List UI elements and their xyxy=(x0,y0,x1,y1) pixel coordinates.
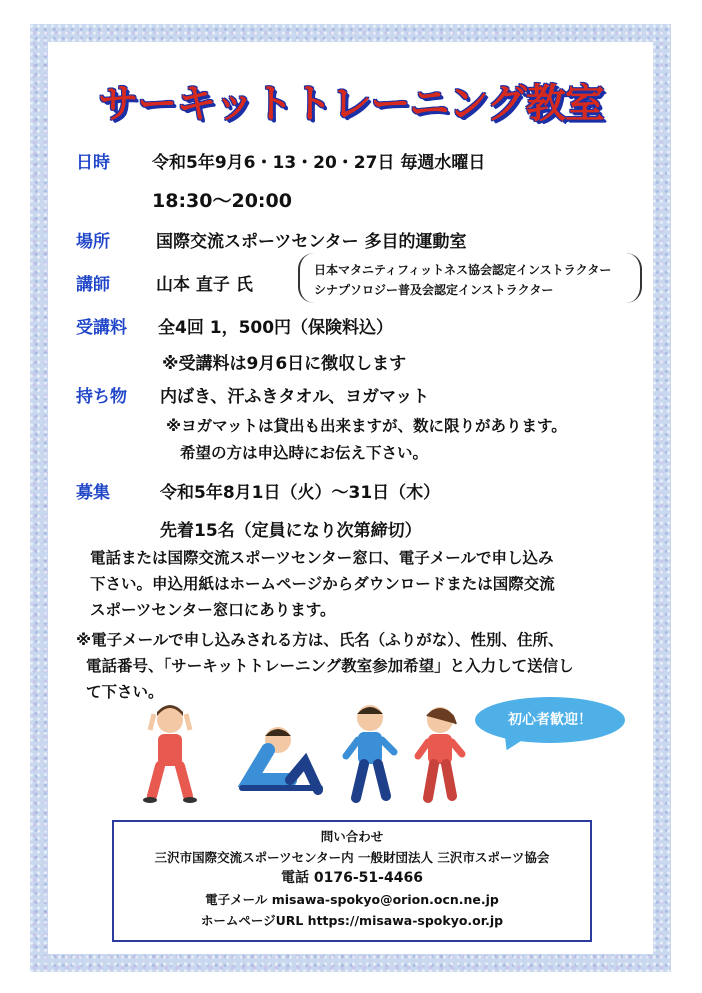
recruit-line: 電話または国際交流スポーツセンター窓口、電子メールで申し込み xyxy=(90,549,554,567)
flyer-title: サーキットトレーニング教室 xyxy=(98,81,604,127)
squat-person-illustration xyxy=(143,705,197,803)
contact-phone: 電話 0176-51-4466 xyxy=(281,870,423,886)
fee-value: 全4回 1，500円（保険料込） xyxy=(158,318,394,338)
belongings-label: 持ち物 xyxy=(76,387,127,407)
running-boy-illustration xyxy=(346,705,394,798)
contact-web: ホームページURL https://misawa-spokyo.or.jp xyxy=(200,913,504,928)
schedule-dates: 令和5年9月6・13・20・27日 毎週水曜日 xyxy=(152,153,486,173)
beginners-welcome-bubble: 初心者歓迎！ xyxy=(475,697,625,743)
contact-heading: 問い合わせ xyxy=(320,829,384,844)
recruit-label: 募集 xyxy=(76,483,110,503)
fee-note: ※受講料は9月6日に徴収します xyxy=(162,354,407,374)
recruit-period: 令和5年8月1日（火）～31日（木） xyxy=(160,483,441,503)
recruit-capacity: 先着15名（定員になり次第締切） xyxy=(160,521,422,541)
schedule-time: 18:30～20:00 xyxy=(152,190,292,212)
instructor-label: 講師 xyxy=(76,275,110,295)
email-note-line: て下さい。 xyxy=(86,683,164,701)
venue-value: 国際交流スポーツセンター 多目的運動室 xyxy=(156,232,467,252)
venue-label: 場所 xyxy=(76,232,110,252)
contact-org: 三沢市国際交流スポーツセンター内 一般財団法人 三沢市スポーツ協会 xyxy=(154,850,550,865)
recruit-line: スポーツセンター窓口にあります。 xyxy=(90,601,336,619)
email-note-line: 電話番号、「サーキットトレーニング教室参加希望」と入力して送信し xyxy=(86,657,574,675)
credential-line: 日本マタニティフィットネス協会認定インストラクター xyxy=(314,263,612,277)
belongings-value: 内ばき、汗ふきタオル、ヨガマット xyxy=(160,387,430,407)
fee-label: 受講料 xyxy=(76,318,127,338)
belongings-note-1: ※ヨガマットは貸出も出来ますが、数に限りがあります。 xyxy=(166,417,567,435)
instructor-name: 山本 直子 氏 xyxy=(156,275,253,295)
email-note-line: ※電子メールで申し込みされる方は、氏名（ふりがな）、性別、住所、 xyxy=(76,631,564,649)
credential-line: シナプソロジー普及会認定インストラクター xyxy=(314,283,554,297)
schedule-label: 日時 xyxy=(76,153,110,173)
contact-box xyxy=(112,820,592,942)
situp-person-illustration xyxy=(242,727,320,790)
belongings-note-2: 希望の方は申込時にお伝え下さい。 xyxy=(180,444,429,462)
exercise-illustrations xyxy=(130,700,470,810)
credentials-bracket xyxy=(298,253,642,303)
running-girl-illustration xyxy=(418,707,462,798)
contact-email: 電子メール misawa-spokyo@orion.ocn.ne.jp xyxy=(205,892,499,907)
recruit-line: 下さい。申込用紙はホームページからダウンロードまたは国際交流 xyxy=(90,575,555,593)
